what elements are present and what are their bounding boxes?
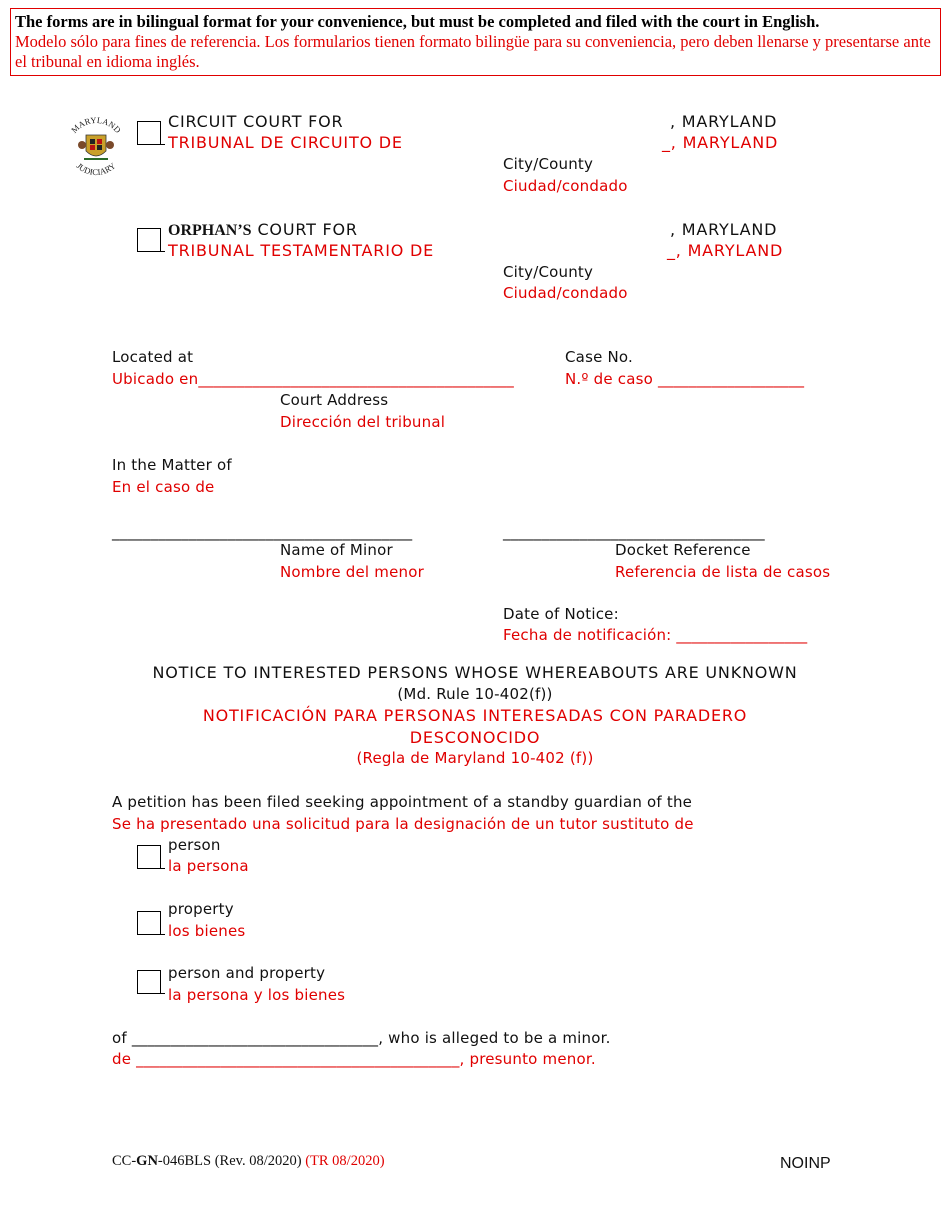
alleged-minor-field-es[interactable]: __________________________________________ — [136, 1050, 460, 1068]
person-and-property-checkbox[interactable] — [137, 970, 161, 994]
orphans-court-label-bold: ORPHAN’S — [168, 222, 252, 239]
orphans-court-label-es: TRIBUNAL TESTAMENTARIO DE — [168, 241, 435, 260]
option-person-property-label: person and property — [168, 964, 326, 982]
circuit-state: , MARYLAND — [670, 112, 778, 131]
located-at-label: Located at — [112, 348, 194, 366]
docket-reference-caption: Docket Reference — [615, 541, 751, 559]
orphans-city-caption-es: Ciudad/condado — [503, 284, 628, 302]
petition-text-es: Se ha presentado una solicitud para la designación de un tutor sustituto de — [112, 815, 694, 833]
person-checkbox[interactable] — [137, 845, 161, 869]
case-number-label-es: N.º de caso — [565, 370, 653, 388]
alleged-minor-field[interactable]: ________________________________ — [131, 1029, 379, 1047]
docket-reference-field[interactable]: __________________________________ — [503, 523, 765, 541]
orphans-state: , MARYLAND — [670, 220, 778, 239]
orphans-court-label-rest: COURT FOR — [251, 220, 358, 239]
form-number-prefix: CC- — [112, 1153, 137, 1169]
petition-text: A petition has been filed seeking appointment of a standby guardian of the — [112, 793, 693, 811]
form-number — [112, 1153, 385, 1170]
notice-title-es: NOTIFICACIÓN PARA PERSONAS INTERESADAS CON PARADERO — [202, 706, 748, 725]
option-property-label: property — [168, 900, 234, 918]
maryland-judiciary-seal-icon — [62, 113, 130, 181]
alleged-minor-prefix: of — [112, 1029, 127, 1047]
date-of-notice-label: Date of Notice: — [503, 605, 619, 623]
notice-title-rule-es: (Regla de Maryland 10-402 (f)) — [356, 749, 594, 767]
svg-text:JUDICIARY — [75, 161, 118, 178]
bilingual-notice-banner — [10, 8, 941, 76]
docket-reference-caption-es: Referencia de lista de casos — [615, 563, 831, 581]
case-number-field[interactable]: ___________________ — [657, 370, 805, 388]
alleged-minor-row — [112, 1029, 611, 1047]
form-revision: (Rev. 08/2020) — [214, 1153, 302, 1169]
minor-name-field[interactable]: _______________________________________ — [112, 523, 413, 541]
circuit-court-label-es: TRIBUNAL DE CIRCUITO DE — [168, 133, 403, 152]
option-person-property-label-es: la persona y los bienes — [168, 986, 346, 1004]
circuit-court-label: CIRCUIT COURT FOR — [168, 112, 344, 131]
circuit-city-caption-es: Ciudad/condado — [503, 177, 628, 195]
option-property-label-es: los bienes — [168, 922, 246, 940]
date-of-notice-row — [503, 626, 807, 644]
option-person-label-es: la persona — [168, 857, 249, 875]
located-at-label-es: Ubicado en — [112, 370, 199, 388]
orphans-state-es: _, MARYLAND — [667, 241, 784, 260]
court-address-caption-es: Dirección del tribunal — [280, 413, 446, 431]
orphans-city-caption: City/County — [503, 263, 594, 281]
court-address-field[interactable]: _________________________________________ — [198, 370, 515, 388]
seal-bottom-text: JUDICIARY — [74, 160, 118, 178]
form-code: NOINP — [780, 1155, 831, 1172]
case-number-row — [565, 370, 804, 388]
orphans-court-checkbox[interactable] — [137, 228, 161, 252]
circuit-state-es: _, MARYLAND — [662, 133, 779, 152]
located-at-row — [112, 370, 514, 388]
alleged-minor-row-es — [112, 1050, 596, 1068]
case-number-label: Case No. — [565, 348, 633, 366]
date-of-notice-label-es: Fecha de notificación: — [503, 626, 672, 644]
alleged-minor-prefix-es: de — [112, 1050, 132, 1068]
form-number-suffix: -046BLS — [157, 1153, 212, 1169]
banner-english: The forms are in bilingual format for your convenience, but must be completed and filed with the court in English. — [15, 12, 820, 31]
alleged-minor-suffix: , who is alleged to be a minor. — [378, 1029, 611, 1047]
svg-text:MARYLAND — [69, 115, 123, 135]
notice-title-es-line2: DESCONOCIDO — [409, 728, 541, 747]
form-number-bold: GN — [136, 1153, 158, 1169]
seal-top-text: MARYLAND — [69, 114, 124, 135]
form-translation-revision: (TR 08/2020) — [305, 1153, 385, 1169]
matter-of-label: In the Matter of — [112, 456, 232, 474]
property-checkbox[interactable] — [137, 911, 161, 935]
alleged-minor-suffix-es: , presunto menor. — [459, 1050, 596, 1068]
option-person-label: person — [168, 836, 221, 854]
matter-of-label-es: En el caso de — [112, 478, 215, 496]
circuit-city-caption: City/County — [503, 155, 594, 173]
minor-name-caption-es: Nombre del menor — [280, 563, 424, 581]
orphans-court-label — [168, 220, 358, 240]
banner-spanish: Modelo sólo para fines de referencia. Los formularios tienen formato bilingüe para su conveniencia, pero deben llenarse y presentarse ante el tribunal en idioma inglés. — [15, 32, 931, 71]
notice-title-rule: (Md. Rule 10-402(f)) — [397, 685, 553, 703]
minor-name-caption: Name of Minor — [280, 541, 393, 559]
date-of-notice-field[interactable]: _________________ — [676, 626, 808, 644]
notice-title: NOTICE TO INTERESTED PERSONS WHOSE WHEREABOUTS ARE UNKNOWN — [152, 663, 798, 682]
circuit-court-checkbox[interactable] — [137, 121, 161, 145]
court-address-caption: Court Address — [280, 391, 389, 409]
